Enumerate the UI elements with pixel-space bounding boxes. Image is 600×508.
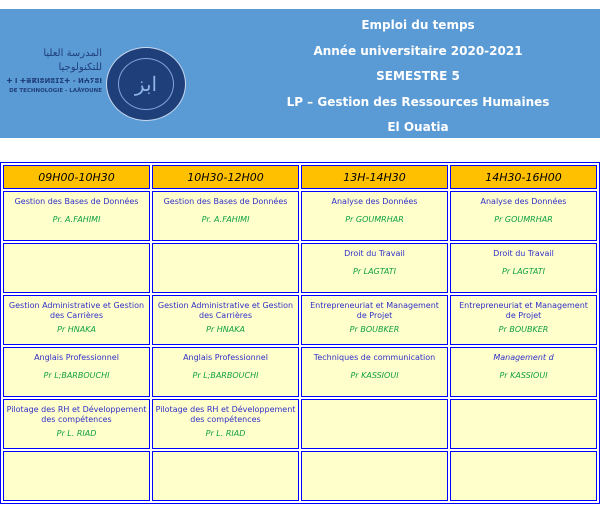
table-row [3,451,597,501]
timetable-cell [3,347,150,397]
timetable-cell [152,399,299,449]
timetable-cell [152,451,299,501]
course-professor: Pr L. RIAD [56,429,97,438]
university-seal-logo [106,47,186,121]
time-slot-header: 09H00-10H30 [3,165,150,189]
course-subject: Anglais Professionnel [183,353,268,362]
table-row [3,347,597,397]
course-subject: Droit du Travail [493,249,554,258]
timetable-cell [301,191,448,241]
course-professor: Pr GOUMRHAR [494,215,553,224]
timetable-cell [152,347,299,397]
course-subject: Gestion Administrative et Gestion des Carrières [8,301,145,320]
course-subject: Entrepreneuriat et Management de Projet [459,301,588,320]
timetable-cell [450,295,597,345]
timetable-cell [450,191,597,241]
timetable-cell [450,347,597,397]
timetable-cell [301,399,448,449]
timetable-cell [3,191,150,241]
logo-arabic-text: المدرسة العليا للتكنولوجيا [43,48,102,73]
course-subject: Analyse des Données [480,197,567,206]
course-professor: Pr HNAKA [57,325,96,334]
course-professor: Pr L. RIAD [205,429,246,438]
course-professor: Pr. A.FAHIMI [201,215,250,224]
timetable-cell [450,399,597,449]
course-professor: Pr L;BARBOUCHI [192,371,259,380]
timetable-cell [3,451,150,501]
timetable-cell [301,451,448,501]
timetable-cell [3,243,150,293]
course-subject: Gestion Administrative et Gestion des Carrières [157,301,294,320]
logo-french-text: DE TECHNOLOGIE - LAÂYOUNE [9,88,102,94]
table-row [3,191,597,241]
course-professor: Pr. A.FAHIMI [52,215,101,224]
header-titles [268,13,568,141]
course-subject: Gestion des Bases de Données [14,197,139,206]
timetable-cell [152,191,299,241]
time-slot-header: 13H-14H30 [301,165,448,189]
course-professor: Pr LAGTATI [501,267,546,276]
table-row [3,295,597,345]
course-professor: Pr BOUBKER [498,325,549,334]
timetable-cell [3,295,150,345]
course-professor: Pr KASSIOUI [499,371,548,380]
header-banner [0,9,600,138]
semester: SEMESTRE 5 [376,69,460,83]
course-professor: Pr L;BARBOUCHI [43,371,110,380]
course-subject: Management d [493,353,554,362]
course-subject: Anglais Professionnel [34,353,119,362]
course-professor: Pr GOUMRHAR [345,215,404,224]
location: El Ouatia [387,120,449,134]
timetable-cell [152,295,299,345]
course-subject: Pilotage des RH et Développement des compétences [155,405,296,424]
timetable-header-row [3,165,597,189]
page-title: Emploi du temps [361,18,475,32]
timetable [0,162,600,504]
school-logo [2,47,102,95]
course-subject: Pilotage des RH et Développement des compétences [6,405,147,424]
course-professor: Pr BOUBKER [349,325,400,334]
timetable-cell [450,451,597,501]
course-subject: Gestion des Bases de Données [163,197,288,206]
course-subject: Techniques de communication [313,353,436,362]
table-row [3,399,597,449]
course-subject: Droit du Travail [344,249,405,258]
course-professor: Pr HNAKA [206,325,245,334]
course-professor: Pr LAGTATI [352,267,397,276]
logo-tifinagh-text: ⵜ I ⵜⴻⴽⵏⵓⵍⵓⵊⵉⵜ - ⵍⵄⵢⵓⵏ [6,77,102,85]
timetable-cell [152,243,299,293]
time-slot-header: 14H30-16H00 [450,165,597,189]
table-row [3,243,597,293]
academic-year: Année universitaire 2020-2021 [313,43,523,58]
course-professor: Pr KASSIOUI [350,371,399,380]
timetable-cell [301,243,448,293]
program-name: LP – Gestion des Ressources Humaines [286,94,550,109]
seal-emblem-icon: ﺍﺑﺰ [118,58,174,110]
timetable-cell [301,347,448,397]
time-slot-header: 10H30-12H00 [152,165,299,189]
course-subject: Analyse des Données [331,197,418,206]
course-subject: Entrepreneuriat et Management de Projet [310,301,439,320]
timetable-cell [450,243,597,293]
timetable-cell [3,399,150,449]
timetable-cell [301,295,448,345]
